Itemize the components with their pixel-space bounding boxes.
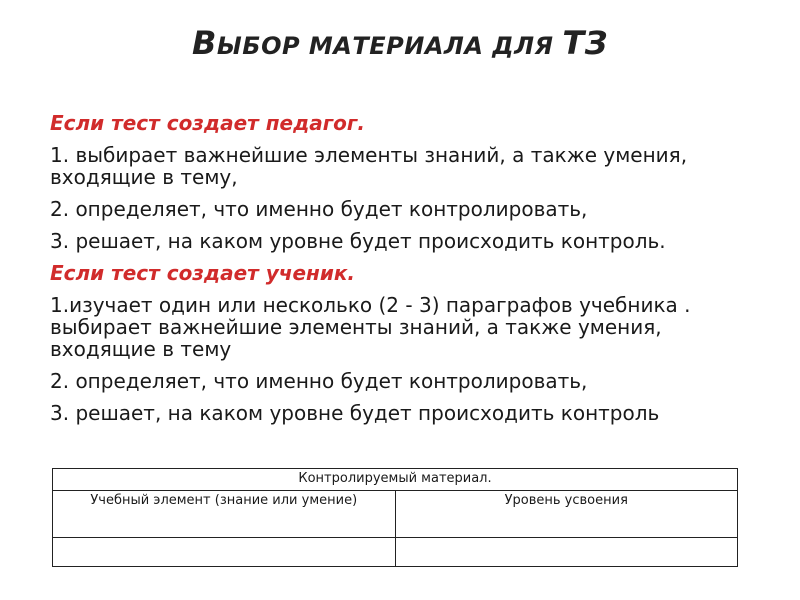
title-first-letter: В (192, 24, 217, 62)
table-cell-empty[interactable] (53, 538, 396, 567)
title-rest: ЫБОР МАТЕРИАЛА ДЛЯ (216, 32, 563, 60)
column-header-element: Учебный элемент (знание или умение) (53, 491, 396, 538)
table-header: Контролируемый материал. (53, 469, 738, 491)
student-step-1: 1.изучает один или несколько (2 - 3) параграфов учебника . выбирает важнейшие элементы знаний, а также умения, входящие в тему (50, 293, 691, 361)
controlled-material-table (52, 468, 738, 567)
table-columns-row (53, 491, 738, 538)
teacher-step-1: 1. выбирает важнейшие элементы знаний, а также умения, входящие в тему, (50, 143, 688, 189)
column-header-level: Уровень усвоения (395, 491, 738, 538)
student-step-2: 2. определяет, что именно будет контролировать, (50, 369, 588, 393)
title-abbr: ТЗ (562, 24, 608, 62)
section-teacher-heading: Если тест создает педагог. (50, 111, 365, 135)
section-student-heading: Если тест создает ученик. (50, 261, 356, 285)
slide-content (50, 112, 730, 434)
teacher-step-2: 2. определяет, что именно будет контролировать, (50, 197, 588, 221)
slide-title (0, 24, 800, 62)
table-row (53, 538, 738, 567)
student-step-3: 3. решает, на каком уровне будет происходить контроль (50, 401, 660, 425)
teacher-step-3: 3. решает, на каком уровне будет происходить контроль. (50, 229, 666, 253)
table-cell-empty[interactable] (395, 538, 738, 567)
table-header-row (53, 469, 738, 491)
